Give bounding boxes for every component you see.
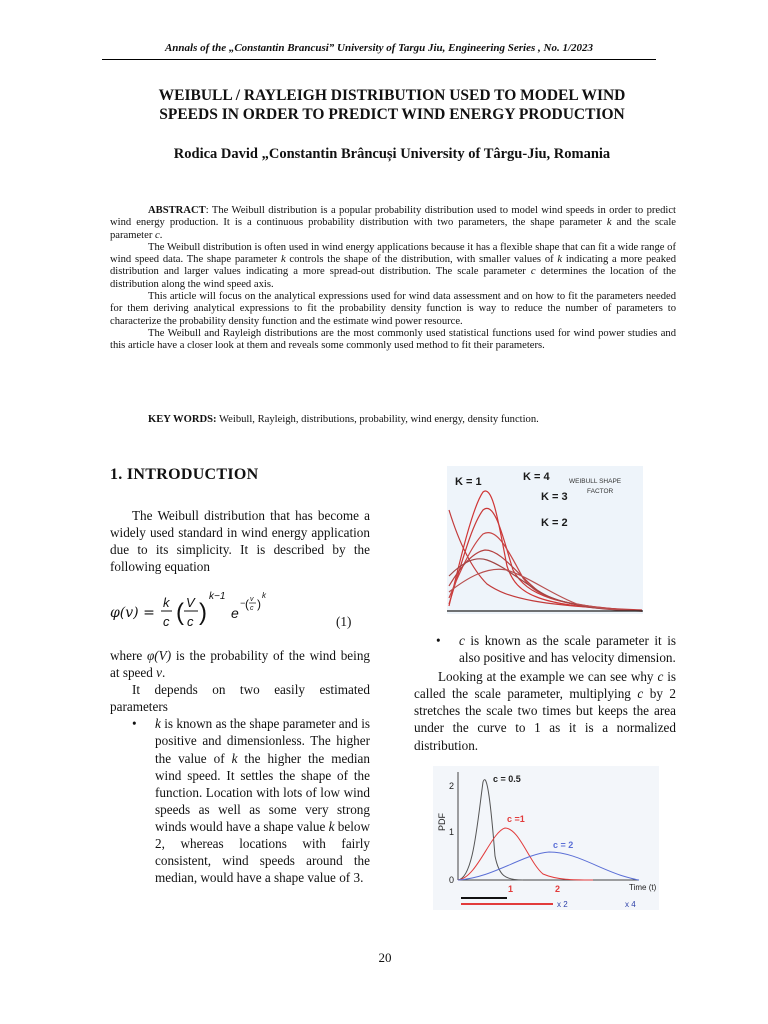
label-k2: K = 2	[541, 517, 568, 529]
eq-c-den-2: c	[187, 614, 194, 629]
keywords	[110, 414, 676, 425]
label-k4: K = 4	[523, 471, 550, 483]
where-paragraph: where φ(V) is the probability of the wind being at speed v.	[110, 648, 371, 681]
paper-title	[100, 86, 684, 124]
keywords-text: Weibull, Rayleigh, distributions, probability, wind energy, density function.	[216, 414, 539, 425]
bullet-scale-parameter: • c is known as the scale parameter it is also positive and has velocity dimension.	[436, 633, 676, 666]
eq-exponent-1: k−1	[209, 591, 226, 602]
scale-parameter-figure	[433, 766, 659, 910]
eq-exp2-minus: −	[240, 598, 246, 608]
eq-right-paren: )	[199, 599, 207, 626]
phi-symbol: φ(V)	[146, 648, 172, 663]
label-c1: c =1	[507, 814, 525, 824]
journal-header: Annals of the „Constantin Brancusi” University of Targu Jiu, Engineering Series , No. 1/2023	[164, 42, 594, 54]
weibull-equation	[110, 590, 372, 630]
author-line: Rodica David „Constantin Brâncuși University of Târgu-Jiu, Romania	[173, 146, 611, 162]
keywords-label: KEY WORDS:	[148, 414, 217, 425]
eq-left-paren: (	[176, 599, 184, 626]
y-axis-label: PDF	[437, 813, 447, 831]
page-number: 20	[378, 950, 392, 965]
weibull-shape-figure	[447, 466, 643, 614]
title-line-1: WEIBULL / RAYLEIGH DISTRIBUTION USED TO MODEL WIND	[158, 87, 626, 104]
shape-factor-note-2: FACTOR	[587, 488, 614, 495]
label-c2: c = 2	[553, 840, 574, 850]
intro-right-body	[414, 632, 676, 754]
y-tick-1: 1	[449, 827, 455, 837]
abstract-p4: The Weibull and Rayleigh distributions are the most commonly used statistical functions used for wind power studies and this article have a closer look at them and reveals some commonly used method to fit their parameters.	[110, 327, 676, 352]
intro-paragraph-1: The Weibull distribution that has become a widely used standard in wind energy application due to its simplicity. It is described by the following equation	[110, 508, 370, 575]
section-heading-introduction: 1. INTRODUCTION	[110, 466, 259, 483]
header-rule	[102, 59, 656, 60]
eq-exp2-v: v	[250, 596, 254, 603]
bullet-shape-parameter: • k is known as the shape parameter and is positive and dimensionless. The higher the value of k the higher the median wind speed. It settles the shape of the function. Location with lots of low wind speeds as well as some very strong winds would have a shape value k below 2, whereas locations with fairly consistent, wind speeds around the median, would have a shape value of 3.	[132, 716, 371, 886]
eq-exp2-paren-r: )	[257, 597, 261, 611]
abstract-p1: ABSTRACT: The Weibull distribution is a popular probability distribution used to model wind speeds in order to predict wind energy production. It is a continuous probability distribution with two parameters, the shape parameter k and the scale parameter c.	[110, 205, 676, 241]
eq-exp2-k: k	[262, 591, 266, 600]
intro-paragraph-2: It depends on two easily estimated parameters	[110, 682, 370, 715]
abstract-p3: This article will focus on the analytical expressions used for wind data assessment and on how to fit the parameters needed for them deriving analytical expressions to fit the probability density function is way to reduce the number of parameters to characterize the probability density function and the estimate wind power resource.	[110, 291, 676, 327]
eq-exp2-c: c	[250, 605, 254, 612]
x-tick-1: 1	[508, 884, 514, 894]
abstract-p2: The Weibull distribution is often used in wind energy applications because it has a flexible shape that can fit a wide range of wind speed data. The shape parameter k controls the shape of the distribution, with smaller values of k indicating a more peaked distribution and larger values indicating a more spread-out distribution. The scale parameter c determines the location of the distribution along the wind speed axis.	[110, 241, 676, 290]
eq-V-num: V	[186, 595, 195, 610]
scale-label-x4: x 4	[625, 900, 636, 909]
figure-1-background	[447, 466, 643, 614]
label-c05: c = 0.5	[493, 774, 521, 784]
label-k1: K = 1	[455, 476, 482, 488]
scale-label-x2: x 2	[557, 900, 568, 909]
title-line-2: SPEEDS IN ORDER TO PREDICT WIND ENERGY PRODUCTION	[159, 106, 625, 123]
eq-c-den: c	[163, 614, 170, 629]
figure-2-background	[433, 766, 659, 910]
eq-exp2-paren-l: (	[245, 597, 249, 611]
abstract	[110, 205, 676, 353]
equation-number: (1)	[336, 614, 352, 629]
eq-lhs: φ(v) =	[110, 605, 155, 621]
eq-k-num: k	[163, 595, 170, 610]
label-k3: K = 3	[541, 491, 568, 503]
shape-factor-note-1: WEIBULL SHAPE	[569, 478, 622, 485]
y-tick-2: 2	[449, 781, 455, 791]
x-tick-2: 2	[555, 884, 561, 894]
intro-left-body	[110, 647, 370, 886]
intro-paragraph-3: Looking at the example we can see why c is called the scale parameter, multiplying c by 2 stretches the scale two times but keeps the area under the curve to 1 as it is a normalized distribution.	[414, 669, 676, 753]
eq-e: e	[231, 605, 239, 621]
abstract-label: ABSTRACT	[148, 205, 206, 216]
y-tick-0: 0	[449, 875, 455, 885]
x-axis-label: Time (t)	[629, 883, 657, 892]
bullet-dot: •	[132, 716, 137, 732]
bullet-dot: •	[436, 633, 441, 648]
